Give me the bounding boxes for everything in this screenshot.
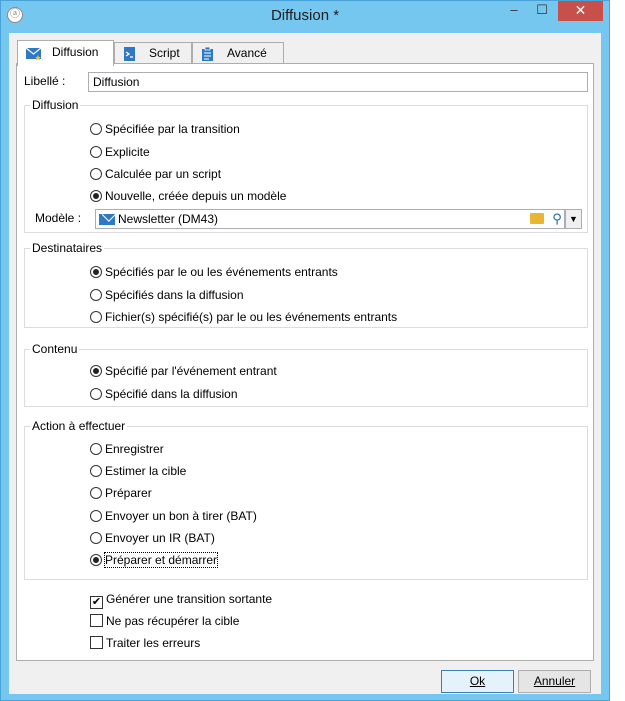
app-icon[interactable]: ⓐ — [7, 7, 23, 23]
radio-action-bat[interactable]: Envoyer un bon à tirer (BAT) — [90, 508, 257, 524]
tab-avance[interactable] — [192, 42, 284, 64]
radio-destinataires-entrants[interactable]: Spécifiés par le ou les événements entrants — [90, 264, 338, 280]
dialog-body — [9, 33, 601, 694]
radio-contenu-diffusion[interactable]: Spécifié dans la diffusion — [90, 386, 238, 402]
close-button[interactable]: ✕ — [558, 1, 603, 21]
radio-diffusion-script[interactable]: Calculée par un script — [90, 166, 221, 182]
tab-script-label: Script — [149, 46, 180, 60]
radio-diffusion-transition[interactable]: Spécifiée par la transition — [90, 121, 240, 137]
radio-diffusion-explicite[interactable]: Explicite — [90, 144, 150, 160]
checkmark-icon: ✔ — [91, 596, 102, 608]
envelope-icon — [26, 46, 42, 60]
envelope-icon — [99, 214, 115, 225]
tab-diffusion-label: Diffusion — [52, 45, 99, 59]
modele-value: Newsletter (DM43) — [118, 212, 219, 226]
checkbox-ne-pas-recuperer[interactable]: Ne pas récupérer la cible — [90, 613, 239, 629]
radio-action-enregistrer[interactable]: Enregistrer — [90, 441, 164, 457]
ok-button[interactable]: Ok — [441, 670, 514, 693]
radio-diffusion-modele[interactable]: Nouvelle, créée depuis un modèle — [90, 188, 286, 204]
diffusion-group-title: Diffusion — [32, 98, 79, 112]
radio-contenu-entrant[interactable]: Spécifié par l'événement entrant — [90, 363, 277, 379]
libelle-input[interactable]: Diffusion — [88, 72, 588, 92]
modele-label: Modèle : — [35, 211, 82, 225]
title-bar[interactable] — [1, 1, 609, 31]
window-title: Diffusion * — [270, 7, 340, 24]
radio-action-ir[interactable]: Envoyer un IR (BAT) — [90, 530, 215, 546]
tab-script[interactable] — [114, 42, 192, 64]
radio-action-preparer[interactable]: Préparer — [90, 485, 152, 501]
tab-diffusion[interactable] — [17, 40, 114, 66]
chevron-down-icon[interactable]: ▼ — [565, 209, 582, 229]
radio-action-preparer-demarrer[interactable]: Préparer et démarrer — [90, 552, 217, 568]
libelle-label: Libellé : — [24, 74, 66, 88]
checkbox-transition-sortante[interactable]: ✔ Générer une transition sortante — [91, 592, 273, 608]
radio-destinataires-diffusion[interactable]: Spécifiés dans la diffusion — [90, 287, 244, 303]
tab-panel-diffusion — [16, 63, 594, 661]
maximize-button[interactable]: ☐ — [536, 2, 548, 17]
contenu-group-title: Contenu — [32, 342, 78, 356]
search-icon[interactable]: ⚲ — [552, 211, 562, 226]
cancel-button[interactable]: Annuler — [518, 670, 591, 693]
modele-field[interactable] — [95, 209, 565, 229]
checkbox-traiter-erreurs[interactable]: Traiter les erreurs — [90, 635, 200, 651]
tab-avance-label: Avancé — [227, 46, 267, 60]
action-group-title: Action à effectuer — [32, 419, 126, 433]
radio-action-estimer[interactable]: Estimer la cible — [90, 463, 186, 479]
destinataires-group-title: Destinataires — [32, 241, 103, 255]
folder-icon[interactable] — [530, 213, 544, 224]
radio-destinataires-fichier[interactable]: Fichier(s) spécifié(s) par le ou les événements entrants — [90, 309, 397, 325]
minimize-button[interactable]: – — [510, 2, 518, 17]
script-icon — [123, 47, 139, 61]
clipboard-icon — [201, 47, 217, 61]
